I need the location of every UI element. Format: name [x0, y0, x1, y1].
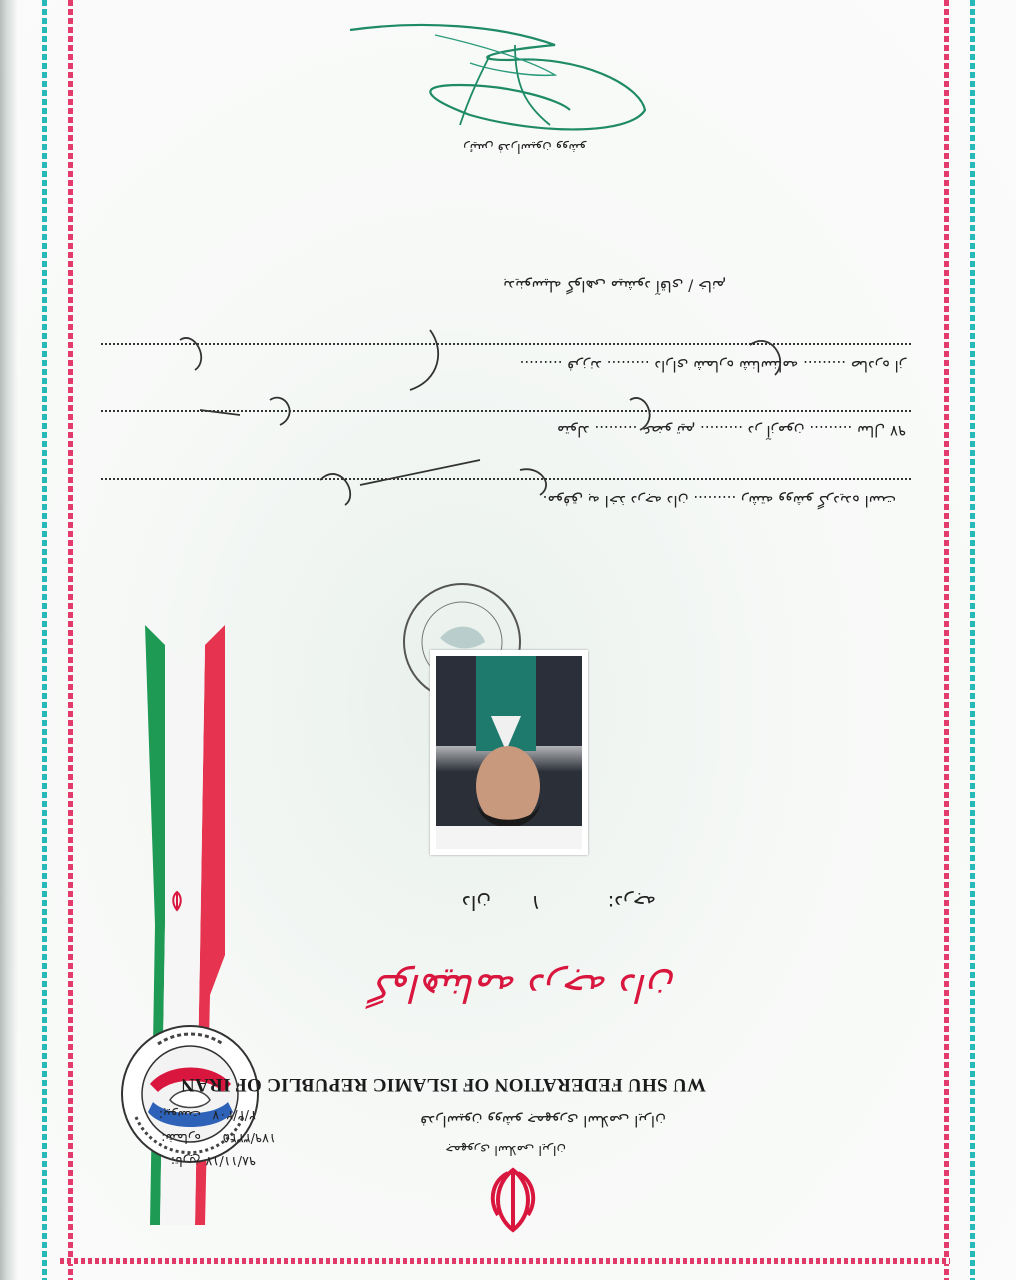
rank-value: ۱: [530, 891, 541, 915]
line2-text: متولد ......... عضو تیم ......... در آزمون ......... سال ۹۷: [556, 422, 906, 440]
line1-text: فرزند ......... دارای شماره شناسنامه ......... صادره از .........: [519, 357, 906, 375]
federation-name-fa: فدراسیون ووشو جمهوری اسلامی ایران: [420, 1112, 666, 1130]
republic-line: جمهوری اسلامی ایران: [445, 1142, 566, 1157]
date-value: ۹۸/۱۱/۱۷: [205, 1153, 256, 1168]
iran-emblem-icon: [478, 1165, 548, 1235]
attachment-value: ۲/۲/۲۰۷: [212, 1107, 256, 1122]
number-label: شماره:: [161, 1130, 201, 1145]
intro-text: بدینوسیله گواهی میشود آقای / خانم: [503, 277, 726, 295]
president-caption: رئیس فدراسیون ووشو: [463, 140, 586, 155]
line3-text: موفق به اخذ درجه دان ......... رشته ووشو گردیده است.: [542, 492, 896, 510]
date-label: تاریخ:: [170, 1153, 201, 1168]
certificate-title: گواهینامه درجه دان: [373, 966, 676, 1010]
level-label: دان: [461, 891, 491, 915]
attachment-label: پیوست:: [158, 1107, 201, 1122]
rank-label: درجه:: [607, 891, 656, 915]
federation-name-en: WU SHU FEDERATION OF ISLAMIC REPUBLIC OF IRAN: [180, 1074, 706, 1095]
handwritten-entries: [100, 320, 860, 520]
number-value: ۱۷۹/۳۳۴۵: [222, 1130, 276, 1145]
